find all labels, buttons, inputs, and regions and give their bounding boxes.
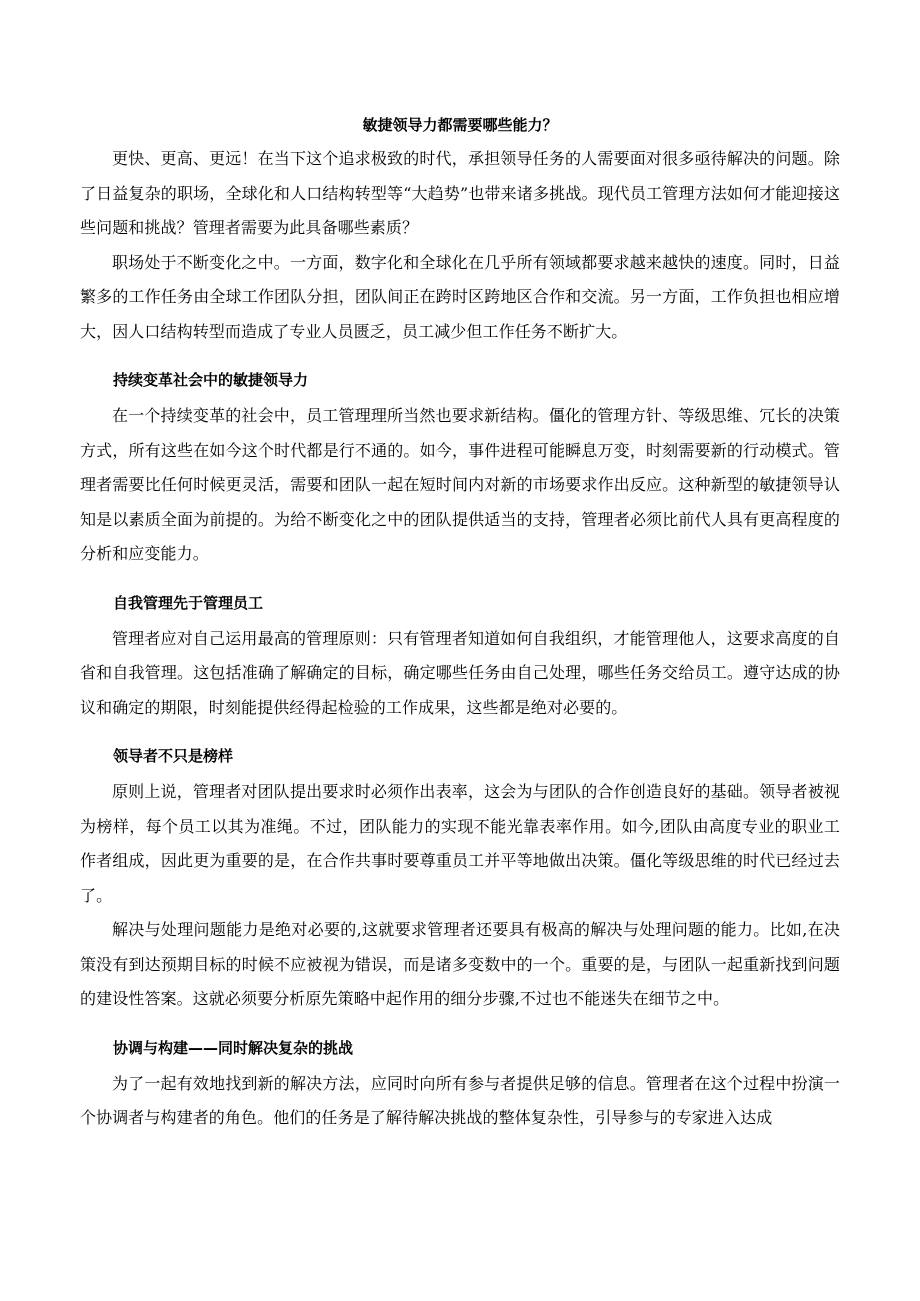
section-heading: 持续变革社会中的敏捷领导力 [113, 371, 309, 389]
section-paragraph: 原则上说，管理者对团队提出要求时必须作出表率，这会为与团队的合作创造良好的基础。领导者被视为榜样，每个员工以其为准绳。不过，团队能力的实现不能光靠表率作用。如今,团队由高度专业的职业工作者组成，因此更为重要的是，在合作共事时要尊重员工并平等地做出决策。僵化等级思维的时代已经过去了。 [80, 782, 840, 905]
section-paragraph: 在一个持续变革的社会中，员工管理理所当然也要求新结构。僵化的管理方针、等级思维、冗长的决策方式，所有这些在如今这个时代都是行不通的。如今，事件进程可能瞬息万变，时刻需要新的行动模式。管理者需要比任何时候更灵活，需要和团队一起在短时间内对新的市场要求作出反应。这种新型的敏捷领导认知是以素质全面为前提的。为给不断变化之中的团队提供适当的支持，管理者必须比前代人具有更高程度的分析和应变能力。 [80, 406, 840, 563]
section-agile-leadership [80, 367, 840, 572]
section-role-model [80, 743, 840, 1017]
intro-paragraph-1: 更快、更高、更远！在当下这个追求极致的时代，承担领导任务的人需要面对很多亟待解决的问题。除了日益复杂的职场，全球化和人口结构转型等“大趋势”也带来诸多挑战。现代员工管理方法如何才能迎接这些问题和挑战？管理者需要为此具备哪些素质？ [80, 149, 840, 237]
section-heading: 协调与构建——同时解决复杂的挑战 [113, 1038, 354, 1057]
intro-paragraph-2: 职场处于不断变化之中。一方面，数字化和全球化在几乎所有领域都要求越来越快的速度。同时，日益繁多的工作任务由全球工作团队分担，团队间正在跨时区跨地区合作和交流。另一方面，工作负担也相应增大，因人口结构转型而造成了专业人员匮乏，员工减少但工作任务不断扩大。 [80, 252, 840, 341]
section-paragraph: 为了一起有效地找到新的解决方法，应同时向所有参与者提供足够的信息。管理者在这个过程中扮演一个协调者与构建者的角色。他们的任务是了解待解决挑战的整体复杂性，引导参与的专家进入达成 [80, 1073, 840, 1127]
section-paragraph: 解决与处理问题能力是绝对必要的,这就要求管理者还要具有极高的解决与处理问题的能力。比如,在决策没有到达预期目标的时候不应被视为错误，而是诸多变数中的一个。重要的是，与团队一起重新找到问题的建设性答案。这就必须要分析原先策略中起作用的细分步骤,不过也不能迷失在细节之中。 [80, 920, 840, 1008]
section-paragraph: 管理者应对自己运用最高的管理原则：只有管理者知道如何自我组织，才能管理他人，这要求高度的自省和自我管理。这包括准确了解确定的目标，确定哪些任务由自己处理，哪些任务交给员工。遵守达成的协议和确定的期限，时刻能提供经得起检验的工作成果，这些都是绝对必要的。 [80, 628, 840, 717]
document-title: 敏捷领导力都需要哪些能力？ [362, 116, 558, 134]
section-heading: 自我管理先于管理员工 [113, 593, 264, 612]
document-body [80, 112, 840, 1136]
section-coordination [80, 1035, 840, 1136]
section-heading: 领导者不只是榜样 [113, 747, 234, 765]
section-self-management [80, 590, 840, 726]
